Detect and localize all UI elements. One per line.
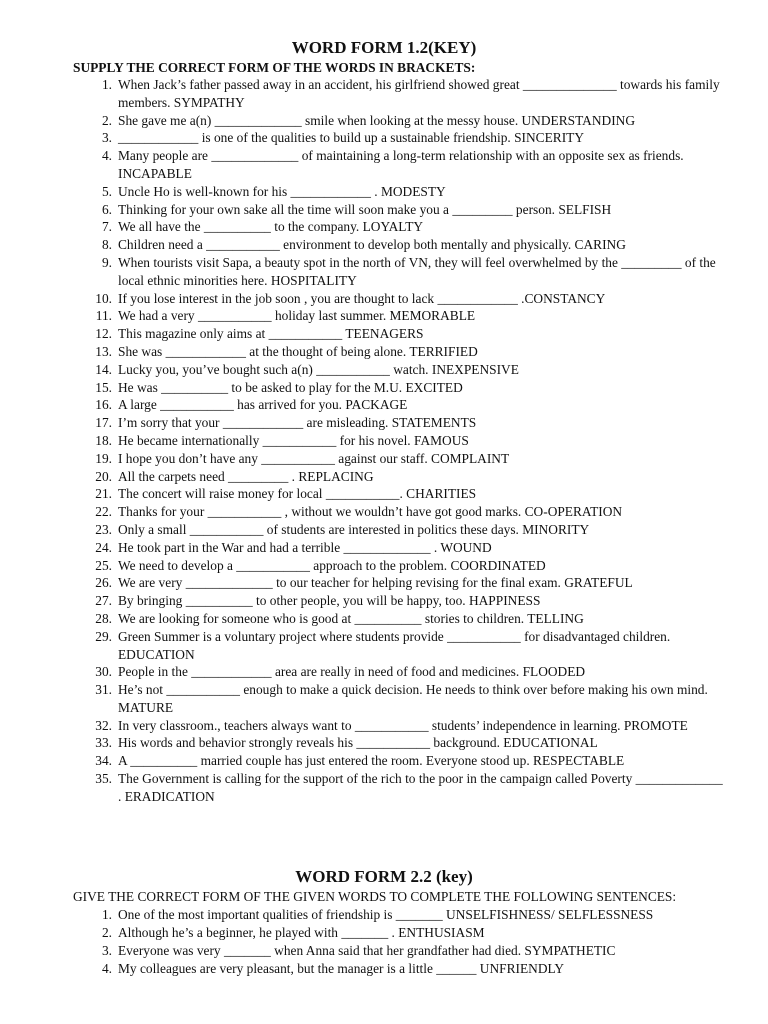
question-item — [72, 307, 728, 325]
question-number: 21. — [95, 486, 112, 502]
question-text: She was ____________ at the thought of being alone. TERRIFIED — [118, 343, 478, 359]
question-number: 11. — [95, 308, 112, 324]
question-number: 29. — [95, 628, 112, 644]
question-text: When Jack’s father passed away in an accident, his girlfriend showed great ______________ towards his family members. SYMPATHY — [118, 77, 720, 110]
question-number: 16. — [95, 397, 112, 413]
question-number: 13. — [95, 343, 112, 359]
question-text: Everyone was very _______ when Anna said that her grandfather had died. SYMPATHETIC — [118, 943, 616, 958]
question-item — [72, 770, 728, 806]
question-item — [72, 485, 728, 503]
question-text: He became internationally ___________ for his novel. FAMOUS — [118, 432, 469, 448]
question-text: Thinking for your own sake all the time will soon make you a _________ person. SELFISH — [118, 201, 612, 217]
question-item — [72, 468, 728, 486]
question-text: Lucky you, you’ve bought such a(n) ___________ watch. INEXPENSIVE — [118, 361, 519, 377]
question-item — [72, 183, 728, 201]
question-number: 32. — [95, 717, 112, 733]
question-item — [72, 717, 728, 735]
question-number: 4. — [101, 148, 112, 164]
question-text: We are looking for someone who is good at __________ stories to children. TELLING — [118, 610, 584, 626]
question-number: 9. — [101, 254, 112, 270]
question-text: If you lose interest in the job soon , you are thought to lack ____________ .CONSTANCY — [118, 290, 606, 306]
question-item — [72, 734, 728, 752]
question-text: This magazine only aims at ___________ TEENAGERS — [118, 326, 424, 342]
question-text: I’m sorry that your ____________ are misleading. STATEMENTS — [118, 415, 477, 431]
question-number: 1. — [101, 907, 112, 922]
question-item — [72, 628, 728, 664]
question-item — [72, 942, 728, 960]
question-number: 33. — [95, 735, 112, 751]
question-number: 10. — [95, 290, 112, 306]
question-item — [72, 960, 728, 978]
question-text: His words and behavior strongly reveals his ___________ background. EDUCATIONAL — [118, 735, 598, 751]
question-number: 6. — [101, 201, 112, 217]
question-number: 5. — [101, 183, 112, 199]
question-number: 2. — [101, 925, 112, 940]
question-text: Children need a ___________ environment to develop both mentally and physically. CARING — [118, 237, 626, 253]
question-item — [72, 924, 728, 942]
question-text: People in the ____________ area are really in need of food and medicines. FLOODED — [118, 664, 586, 680]
question-number: 35. — [95, 771, 112, 787]
question-text: I hope you don’t have any ___________ against our staff. COMPLAINT — [118, 450, 510, 466]
question-item — [72, 325, 728, 343]
question-number: 26. — [95, 575, 112, 591]
question-number: 1. — [101, 77, 112, 92]
question-text: We all have the __________ to the company. LOYALTY — [118, 219, 424, 235]
question-item — [72, 147, 728, 183]
question-text: We had a very ___________ holiday last summer. MEMORABLE — [118, 308, 476, 324]
question-number: 23. — [95, 521, 112, 537]
question-number: 8. — [101, 237, 112, 253]
question-number: 34. — [95, 753, 112, 769]
question-item — [72, 361, 728, 379]
question-item — [72, 343, 728, 361]
question-text: We need to develop a ___________ approach to the problem. COORDINATED — [118, 557, 546, 573]
question-text: The Government is calling for the support of the rich to the poor in the campaign called Poverty _____________ . ERADICATION — [118, 771, 723, 804]
question-text: We are very _____________ to our teacher for helping revising for the final exam. GRATEFUL — [118, 575, 633, 591]
question-item — [72, 557, 728, 575]
question-text: Uncle Ho is well-known for his ____________ . MODESTY — [118, 183, 446, 199]
question-number: 31. — [95, 682, 112, 698]
question-text: A __________ married couple has just entered the room. Everyone stood up. RESPECTABLE — [118, 753, 625, 769]
question-number: 7. — [101, 219, 112, 235]
question-item — [72, 112, 728, 130]
question-text: In very classroom., teachers always want to ___________ students’ independence in learning. PROMOTE — [118, 717, 688, 733]
question-text: He took part in the War and had a terrible _____________ . WOUND — [118, 539, 492, 555]
question-item — [72, 450, 728, 468]
question-text: All the carpets need _________ . REPLACING — [118, 468, 374, 484]
question-text: Many people are _____________ of maintaining a long-term relationship with an opposite sex as friends. INCAPABLE — [118, 148, 684, 181]
question-item — [72, 503, 728, 521]
question-number: 27. — [95, 593, 112, 609]
question-number: 12. — [95, 326, 112, 342]
question-text: When tourists visit Sapa, a beauty spot in the north of VN, they will feel overwhelmed by the _________ of the local ethnic minorities here. HOSPITALITY — [118, 254, 716, 288]
question-text: Only a small ___________ of students are interested in politics these days. MINORITY — [118, 521, 590, 537]
question-text: A large ___________ has arrived for you. PACKAGE — [118, 397, 408, 413]
question-number: 22. — [95, 504, 112, 520]
question-item — [72, 752, 728, 770]
question-item — [72, 290, 728, 308]
question-item — [72, 592, 728, 610]
question-text: He was __________ to be asked to play for the M.U. EXCITED — [118, 379, 463, 395]
question-list — [0, 76, 768, 806]
question-number: 17. — [95, 415, 112, 431]
word-form-1-2-section — [0, 38, 768, 806]
section-instruction: SUPPLY THE CORRECT FORM OF THE WORDS IN BRACKETS: — [73, 60, 476, 75]
question-item — [72, 218, 728, 236]
question-item — [72, 236, 728, 254]
question-number: 25. — [95, 557, 112, 573]
question-item — [72, 681, 728, 717]
question-item — [72, 906, 728, 924]
question-item — [72, 254, 728, 290]
question-number: 15. — [95, 379, 112, 395]
question-number: 28. — [95, 610, 112, 626]
question-item — [72, 663, 728, 681]
question-number: 24. — [95, 539, 112, 555]
question-item — [72, 201, 728, 219]
question-item — [72, 414, 728, 432]
question-text: He’s not ___________ enough to make a quick decision. He needs to think over before making his own mind. MATURE — [118, 682, 708, 715]
question-text: ____________ is one of the qualities to build up a sustainable friendship. SINCERITY — [118, 130, 585, 146]
section-title: WORD FORM 1.2(KEY) — [291, 38, 477, 57]
question-number: 30. — [95, 664, 112, 680]
question-number: 4. — [101, 961, 112, 976]
question-number: 3. — [101, 130, 112, 146]
question-item — [72, 521, 728, 539]
question-number: 19. — [95, 450, 112, 466]
question-text: One of the most important qualities of friendship is _______ UNSELFISHNESS/ SELFLESSNESS — [118, 907, 654, 922]
question-item — [72, 129, 728, 147]
question-item — [72, 76, 728, 112]
question-text: The concert will raise money for local ___________. CHARITIES — [118, 486, 477, 502]
question-item — [72, 432, 728, 450]
question-item — [72, 379, 728, 397]
question-text: Although he’s a beginner, he played with _______ . ENTHUSIASM — [118, 925, 485, 940]
question-text: She gave me a(n) _____________ smile when looking at the messy house. UNDERSTANDING — [118, 112, 635, 128]
question-item — [72, 539, 728, 557]
section-title: WORD FORM 2.2 (key) — [295, 867, 473, 886]
question-text: Green Summer is a voluntary project where students provide ___________ for disadvantaged children. EDUCATION — [118, 628, 671, 662]
question-item — [72, 396, 728, 414]
question-number: 20. — [95, 468, 112, 484]
question-number: 18. — [95, 432, 112, 448]
question-text: My colleagues are very pleasant, but the manager is a little ______ UNFRIENDLY — [118, 961, 565, 976]
word-form-2-2-section — [0, 867, 768, 978]
question-item — [72, 574, 728, 592]
question-number: 14. — [95, 361, 112, 377]
question-number: 2. — [101, 112, 112, 128]
question-text: Thanks for your ___________ , without we wouldn’t have got good marks. CO-OPERATION — [118, 504, 623, 520]
section-instruction: GIVE THE CORRECT FORM OF THE GIVEN WORDS TO COMPLETE THE FOLLOWING SENTENCES: — [73, 889, 677, 904]
question-list — [0, 906, 768, 978]
question-item — [72, 610, 728, 628]
question-text: By bringing __________ to other people, you will be happy, too. HAPPINESS — [118, 593, 541, 609]
question-number: 3. — [101, 943, 112, 958]
